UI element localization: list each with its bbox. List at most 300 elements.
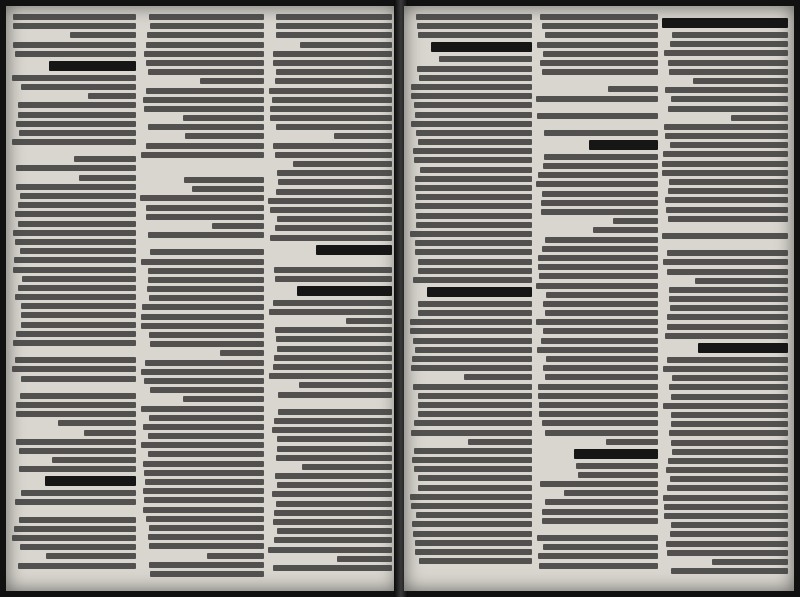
- right-page-column-3: [662, 14, 788, 583]
- left-page-column-2: [140, 14, 264, 583]
- text-line: [536, 319, 658, 325]
- text-line: [20, 544, 136, 550]
- text-line: [15, 239, 136, 245]
- text-line: [275, 473, 392, 479]
- text-line: [669, 179, 788, 185]
- text-line: [537, 42, 658, 48]
- paragraph-gap: [12, 385, 136, 393]
- text-line: [274, 355, 392, 361]
- text-line: [293, 161, 392, 167]
- text-line: [141, 442, 264, 448]
- text-line: [545, 237, 658, 243]
- text-line: [416, 130, 532, 136]
- text-line: [12, 139, 136, 145]
- text-line: [665, 87, 788, 93]
- text-line: [143, 424, 264, 430]
- text-line: [670, 142, 788, 148]
- text-line: [185, 133, 264, 139]
- text-line: [148, 433, 264, 439]
- headline-line: [662, 18, 788, 28]
- text-line: [695, 278, 789, 284]
- text-line: [665, 333, 788, 339]
- text-line: [147, 32, 264, 38]
- text-line: [18, 563, 136, 569]
- text-line: [12, 75, 136, 81]
- text-line: [276, 69, 393, 75]
- text-line: [545, 310, 658, 316]
- text-line: [269, 88, 392, 94]
- text-line: [412, 356, 532, 362]
- text-line: [414, 157, 532, 163]
- text-line: [593, 227, 658, 233]
- text-line: [13, 267, 136, 273]
- text-line: [671, 96, 788, 102]
- text-line: [613, 218, 658, 224]
- text-line: [148, 277, 264, 283]
- text-line: [277, 482, 392, 488]
- text-line: [413, 148, 532, 154]
- paragraph-gap: [140, 241, 264, 249]
- text-line: [411, 121, 532, 127]
- text-line: [543, 51, 658, 57]
- text-line: [669, 384, 788, 390]
- text-line: [439, 56, 532, 62]
- paragraph-gap: [268, 259, 392, 267]
- text-line: [20, 193, 136, 199]
- text-line: [536, 283, 658, 289]
- text-line: [671, 394, 788, 400]
- text-line: [542, 420, 658, 426]
- text-line: [664, 50, 788, 56]
- paragraph-gap: [536, 527, 658, 535]
- text-line: [541, 338, 658, 344]
- text-line: [276, 336, 392, 342]
- text-line: [667, 550, 788, 556]
- text-line: [418, 393, 532, 399]
- text-line: [149, 543, 264, 549]
- text-line: [16, 184, 136, 190]
- text-line: [14, 526, 136, 532]
- text-line: [146, 60, 264, 66]
- text-line: [148, 534, 264, 540]
- text-line: [141, 369, 264, 375]
- text-line: [419, 75, 532, 81]
- text-line: [20, 248, 136, 254]
- text-line: [19, 517, 136, 523]
- text-line: [576, 463, 658, 469]
- text-line: [52, 457, 136, 463]
- text-line: [12, 535, 136, 541]
- text-line: [74, 156, 136, 162]
- text-line: [16, 411, 136, 417]
- text-line: [411, 84, 532, 90]
- text-line: [12, 366, 136, 372]
- text-line: [18, 285, 136, 291]
- text-line: [416, 222, 532, 228]
- text-line: [21, 376, 136, 382]
- text-line: [418, 301, 532, 307]
- text-line: [192, 186, 264, 192]
- text-line: [670, 531, 788, 537]
- text-line: [464, 374, 532, 380]
- text-line: [146, 42, 264, 48]
- text-line: [546, 292, 658, 298]
- text-line: [415, 185, 532, 191]
- text-line: [546, 356, 658, 362]
- text-line: [413, 384, 532, 390]
- text-line: [538, 264, 658, 270]
- text-line: [143, 97, 264, 103]
- text-line: [667, 357, 788, 363]
- text-line: [16, 165, 136, 171]
- text-line: [545, 32, 658, 38]
- text-line: [539, 402, 658, 408]
- text-line: [21, 490, 136, 496]
- text-line: [668, 188, 788, 194]
- text-line: [544, 154, 658, 160]
- text-line: [538, 384, 658, 390]
- text-line: [538, 255, 658, 261]
- text-line: [18, 202, 136, 208]
- text-line: [666, 207, 788, 213]
- text-line: [416, 14, 532, 20]
- text-line: [418, 310, 532, 316]
- text-line: [276, 501, 392, 507]
- text-line: [277, 346, 392, 352]
- text-line: [545, 374, 658, 380]
- text-line: [147, 286, 264, 292]
- text-line: [410, 231, 532, 237]
- text-line: [272, 491, 392, 497]
- text-line: [146, 88, 264, 94]
- text-line: [537, 347, 658, 353]
- text-line: [274, 510, 392, 516]
- paragraph-gap: [12, 509, 136, 517]
- text-line: [712, 559, 788, 565]
- text-line: [543, 301, 658, 307]
- text-line: [669, 69, 788, 75]
- text-line: [542, 518, 658, 524]
- text-line: [21, 312, 136, 318]
- text-line: [16, 402, 136, 408]
- text-line: [302, 464, 392, 470]
- text-line: [671, 522, 788, 528]
- text-line: [666, 541, 788, 547]
- text-line: [19, 466, 136, 472]
- text-line: [20, 393, 136, 399]
- text-line: [418, 139, 532, 145]
- text-line: [542, 509, 658, 515]
- text-line: [663, 495, 788, 501]
- text-line: [668, 106, 788, 112]
- text-line: [415, 203, 532, 209]
- text-line: [275, 78, 392, 84]
- text-line: [273, 565, 392, 571]
- text-line: [148, 69, 264, 75]
- text-line: [334, 133, 392, 139]
- text-line: [667, 314, 788, 320]
- headline-line: [45, 476, 136, 486]
- text-line: [536, 181, 658, 187]
- text-line: [19, 448, 136, 454]
- text-line: [540, 14, 658, 20]
- text-line: [663, 151, 788, 157]
- text-line: [150, 571, 264, 577]
- text-line: [416, 512, 532, 518]
- text-line: [539, 563, 658, 569]
- text-line: [415, 549, 532, 555]
- text-line: [669, 430, 788, 436]
- text-line: [141, 259, 264, 265]
- text-line: [149, 525, 264, 531]
- text-line: [672, 449, 788, 455]
- text-line: [269, 309, 392, 315]
- text-line: [663, 366, 788, 372]
- text-line: [411, 503, 532, 509]
- text-line: [220, 350, 264, 356]
- text-line: [58, 420, 136, 426]
- text-line: [672, 375, 788, 381]
- text-line: [671, 412, 788, 418]
- text-line: [414, 102, 532, 108]
- text-line: [148, 451, 264, 457]
- paragraph-gap: [140, 169, 264, 177]
- text-line: [662, 170, 788, 176]
- text-line: [672, 32, 788, 38]
- text-line: [15, 499, 136, 505]
- text-line: [663, 403, 788, 409]
- text-line: [545, 499, 658, 505]
- text-line: [141, 323, 264, 329]
- paragraph-gap: [140, 161, 264, 169]
- text-line: [70, 32, 136, 38]
- text-line: [268, 198, 392, 204]
- paragraph-gap: [536, 78, 658, 86]
- text-line: [418, 259, 532, 265]
- text-line: [543, 163, 658, 169]
- text-line: [273, 51, 392, 57]
- text-line: [671, 568, 788, 574]
- text-line: [411, 93, 532, 99]
- text-line: [545, 430, 658, 436]
- text-line: [412, 457, 532, 463]
- text-line: [663, 259, 788, 265]
- text-line: [142, 304, 264, 310]
- text-line: [270, 235, 392, 241]
- text-line: [143, 461, 264, 467]
- text-line: [608, 86, 658, 92]
- text-line: [146, 143, 264, 149]
- text-line: [21, 84, 136, 90]
- headline-line: [698, 343, 788, 353]
- text-line: [141, 314, 264, 320]
- paragraph-gap: [268, 401, 392, 409]
- text-line: [270, 106, 392, 112]
- text-line: [664, 513, 788, 519]
- text-line: [144, 106, 264, 112]
- text-line: [417, 23, 532, 29]
- text-line: [544, 130, 658, 136]
- text-line: [146, 205, 264, 211]
- text-line: [665, 133, 788, 139]
- text-line: [277, 446, 392, 452]
- text-line: [419, 558, 532, 564]
- text-line: [538, 393, 658, 399]
- text-line: [468, 439, 532, 445]
- text-line: [277, 170, 392, 176]
- text-line: [13, 230, 136, 236]
- text-line: [277, 436, 392, 442]
- text-line: [272, 427, 392, 433]
- text-line: [671, 440, 788, 446]
- text-line: [141, 406, 264, 412]
- text-line: [538, 553, 658, 559]
- text-line: [275, 225, 392, 231]
- text-line: [268, 547, 392, 553]
- paragraph-gap: [662, 225, 788, 233]
- text-line: [538, 172, 658, 178]
- text-line: [668, 60, 788, 66]
- text-line: [415, 176, 532, 182]
- text-line: [412, 521, 532, 527]
- text-line: [18, 221, 136, 227]
- text-line: [273, 143, 392, 149]
- text-line: [143, 488, 264, 494]
- text-line: [414, 448, 532, 454]
- text-line: [578, 472, 658, 478]
- text-line: [148, 124, 264, 130]
- text-line: [270, 207, 392, 213]
- text-line: [200, 78, 264, 84]
- text-line: [418, 475, 532, 481]
- text-line: [670, 41, 788, 47]
- headline-line: [574, 449, 658, 459]
- text-line: [144, 497, 264, 503]
- text-line: [541, 209, 658, 215]
- text-line: [667, 324, 788, 330]
- text-line: [411, 430, 532, 436]
- text-line: [273, 364, 392, 370]
- text-line: [416, 194, 532, 200]
- text-line: [541, 200, 658, 206]
- text-line: [668, 458, 788, 464]
- text-line: [269, 373, 392, 379]
- text-line: [149, 295, 264, 301]
- text-line: [410, 328, 532, 334]
- text-line: [277, 216, 392, 222]
- text-line: [272, 97, 392, 103]
- text-line: [666, 467, 788, 473]
- text-line: [207, 553, 264, 559]
- text-line: [150, 387, 264, 393]
- text-line: [21, 322, 136, 328]
- text-line: [337, 556, 392, 562]
- text-line: [667, 485, 788, 491]
- text-line: [665, 197, 788, 203]
- text-line: [415, 249, 532, 255]
- paragraph-gap: [536, 105, 658, 113]
- text-line: [148, 268, 264, 274]
- text-line: [14, 257, 136, 263]
- text-line: [46, 553, 136, 559]
- text-line: [21, 303, 136, 309]
- text-line: [145, 360, 264, 366]
- text-line: [536, 96, 658, 102]
- text-line: [420, 167, 532, 173]
- text-line: [564, 490, 658, 496]
- text-line: [149, 415, 264, 421]
- text-line: [13, 42, 136, 48]
- paragraph-gap: [12, 349, 136, 357]
- text-line: [418, 268, 532, 274]
- text-line: [276, 455, 392, 461]
- text-line: [540, 60, 658, 66]
- text-line: [275, 152, 392, 158]
- text-line: [13, 23, 136, 29]
- text-line: [275, 276, 392, 282]
- text-line: [149, 332, 264, 338]
- text-line: [413, 338, 532, 344]
- text-line: [149, 14, 264, 20]
- text-line: [731, 115, 788, 121]
- text-line: [141, 152, 264, 158]
- text-line: [418, 411, 532, 417]
- text-line: [346, 318, 392, 324]
- text-line: [668, 216, 788, 222]
- text-line: [411, 365, 532, 371]
- headline-line: [427, 287, 532, 297]
- text-line: [671, 421, 788, 427]
- text-line: [662, 233, 788, 239]
- text-line: [539, 273, 658, 279]
- text-line: [13, 340, 136, 346]
- text-line: [417, 66, 532, 72]
- text-line: [415, 240, 532, 246]
- text-line: [15, 357, 136, 363]
- text-line: [418, 402, 532, 408]
- text-line: [88, 93, 136, 99]
- text-line: [273, 519, 393, 525]
- text-line: [183, 115, 264, 121]
- text-line: [273, 60, 392, 66]
- headline-line: [49, 61, 136, 71]
- text-line: [140, 195, 264, 201]
- text-line: [670, 476, 788, 482]
- text-line: [662, 161, 788, 167]
- text-line: [693, 78, 788, 84]
- text-line: [664, 124, 788, 130]
- text-line: [144, 51, 264, 57]
- paragraph-gap: [536, 122, 658, 130]
- text-line: [413, 277, 532, 283]
- text-line: [148, 232, 264, 238]
- text-line: [410, 319, 532, 325]
- text-line: [542, 69, 658, 75]
- text-line: [415, 540, 532, 546]
- right-page-column-1: [410, 14, 532, 583]
- headline-line: [431, 42, 532, 52]
- text-line: [543, 365, 658, 371]
- text-line: [18, 102, 136, 108]
- right-page: [404, 6, 794, 591]
- text-line: [274, 267, 392, 273]
- paragraph-gap: [12, 148, 136, 156]
- text-line: [667, 250, 788, 256]
- text-line: [414, 420, 532, 426]
- text-line: [15, 294, 136, 300]
- text-line: [15, 211, 136, 217]
- text-line: [543, 328, 658, 334]
